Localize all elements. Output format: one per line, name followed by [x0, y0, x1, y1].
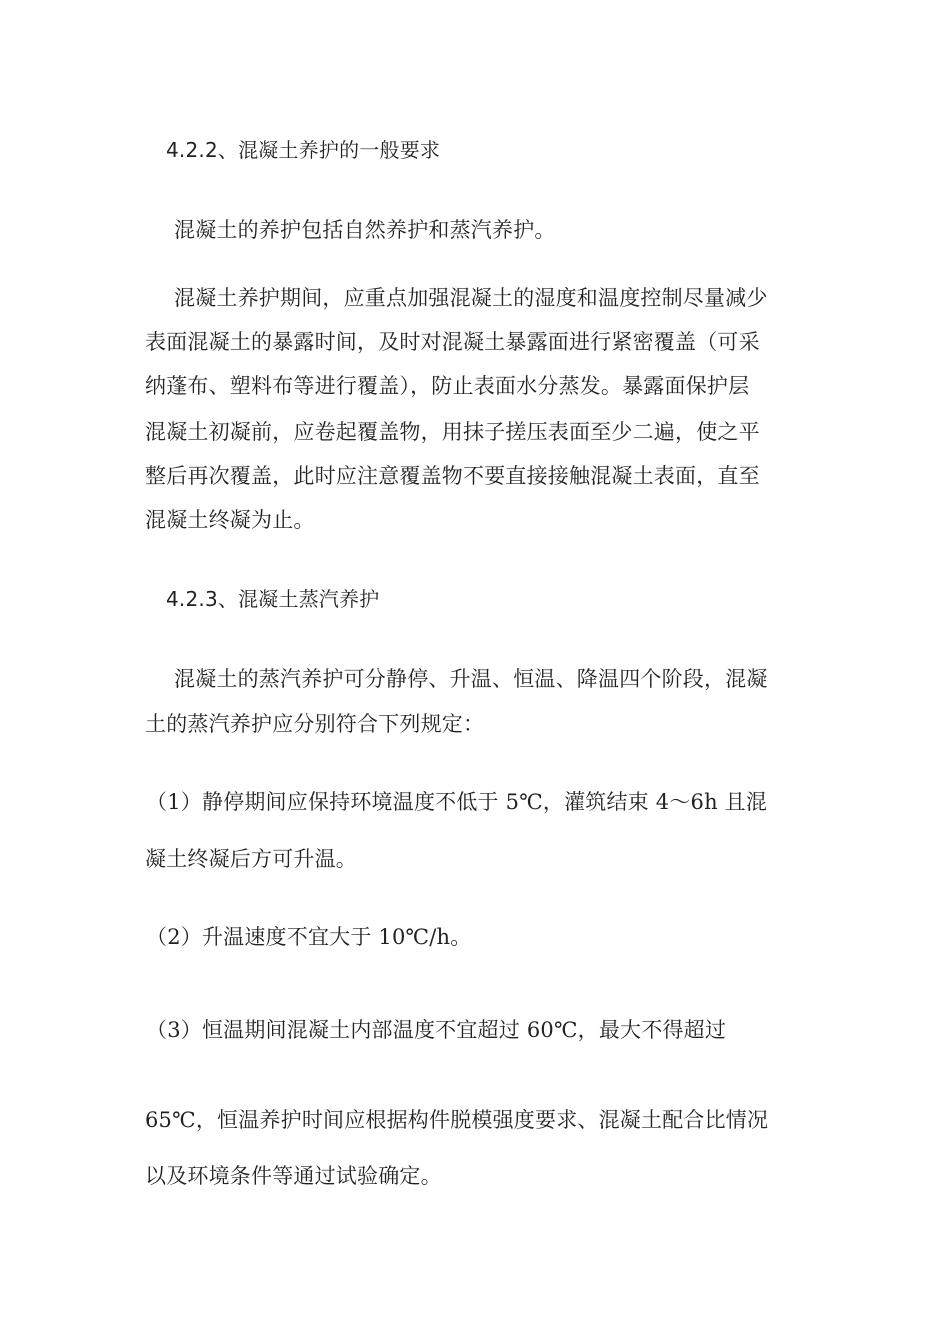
- paragraph-curing-period-line-2: 表面混凝土的暴露时间，及时对混凝土暴露面进行紧密覆盖（可采: [145, 330, 760, 354]
- paragraph-steam-curing-line-1: 混凝土的蒸汽养护可分静停、升温、恒温、降温四个阶段，混凝: [174, 667, 768, 691]
- paragraph-curing-period-line-5: 整后再次覆盖，此时应注意覆盖物不要直接接触混凝土表面，直至: [145, 464, 760, 488]
- paragraph-steam-curing-line-2: 土的蒸汽养护应分别符合下列规定：: [145, 712, 485, 736]
- paragraph-curing-period-line-3: 纳蓬布、塑料布等进行覆盖），防止表面水分蒸发。暴露面保护层: [145, 374, 750, 398]
- paragraph-curing-period-line-4: 混凝土初凝前，应卷起覆盖物，用抹子搓压表面至少二遍，使之平: [145, 420, 760, 444]
- paragraph-curing-types: 混凝土的养护包括自然养护和蒸汽养护。: [174, 218, 556, 242]
- rule-item-1-line-2: 凝土终凝后方可升温。: [145, 847, 357, 871]
- section-heading-4-2-3: 4.2.3、混凝土蒸汽养护: [166, 587, 380, 611]
- rule-item-2: （2）升温速度不宜大于 10℃/h。: [146, 925, 472, 949]
- section-heading-4-2-2: 4.2.2、混凝土养护的一般要求: [166, 138, 441, 162]
- rule-item-1-line-1: （1）静停期间应保持环境温度不低于 5℃，灌筑结束 4～6h 且混: [146, 790, 768, 814]
- paragraph-curing-period-line-6: 混凝土终凝为止。: [145, 508, 315, 532]
- rule-item-3-line-1: （3）恒温期间混凝土内部温度不宜超过 60℃，最大不得超过: [146, 1018, 727, 1042]
- rule-item-3-line-3: 以及环境条件等通过试验确定。: [145, 1164, 442, 1188]
- paragraph-curing-period-line-1: 混凝土养护期间，应重点加强混凝土的湿度和温度控制尽量减少: [174, 286, 768, 310]
- rule-item-3-line-2: 65℃，恒温养护时间应根据构件脱模强度要求、混凝土配合比情况: [145, 1108, 769, 1132]
